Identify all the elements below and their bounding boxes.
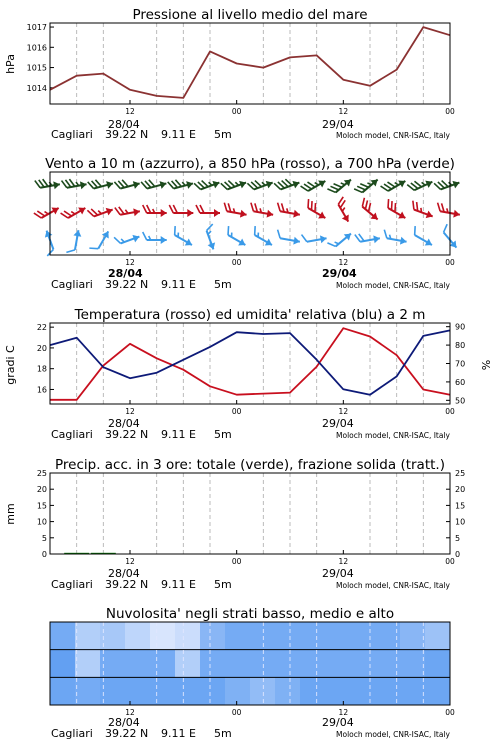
barb-feather xyxy=(200,205,204,213)
cloud-cell xyxy=(275,677,300,705)
location-lat: 39.22 N xyxy=(105,128,149,141)
cloud-cell xyxy=(150,650,175,678)
y-tick-label: 1015 xyxy=(26,63,47,73)
barb-head xyxy=(161,209,167,217)
pressure-frame xyxy=(50,23,450,104)
pressure-footer xyxy=(51,118,451,141)
temperature-gridlines xyxy=(77,323,424,404)
wind-barb xyxy=(194,175,221,194)
barb-feather xyxy=(196,205,200,213)
model-credit: Moloch model, CNR-ISAC, Italy xyxy=(336,131,450,140)
wind-barb xyxy=(34,201,61,223)
cloud-cell xyxy=(325,650,350,678)
wind-barb xyxy=(169,205,193,217)
barb-head xyxy=(78,205,87,215)
location-alt: 5m xyxy=(214,428,232,441)
barb-head xyxy=(318,178,327,188)
humidity-y-ticks xyxy=(446,323,465,406)
wind-barb xyxy=(221,175,248,194)
model-credit: Moloch model, CNR-ISAC, Italy xyxy=(336,431,450,440)
x-tick-label: 12 xyxy=(125,708,135,717)
y-tick-label: 18 xyxy=(36,364,47,374)
temperature-ylabel: gradi C xyxy=(4,345,17,385)
y-tick-label: 70 xyxy=(455,359,466,369)
location-lon: 9.11 E xyxy=(161,727,196,740)
y-tick-label: 1014 xyxy=(26,83,47,93)
cloud-cell xyxy=(150,622,175,650)
x-tick-label: 12 xyxy=(338,258,349,267)
barb-head xyxy=(212,179,220,189)
barb-feather xyxy=(327,240,335,249)
x-tick-label: 00 xyxy=(445,107,455,116)
wind-barb xyxy=(409,226,436,248)
cloud-cell xyxy=(125,622,150,650)
barb-feather xyxy=(436,203,441,212)
cloud-cell xyxy=(350,650,375,678)
y-tick-label: 15 xyxy=(36,501,47,511)
y-tick-label: 20 xyxy=(36,343,47,353)
barb-feather xyxy=(143,232,147,240)
temperature-footer xyxy=(51,417,451,441)
precipitation-ylabel: mm xyxy=(4,503,17,525)
barb-feather xyxy=(89,245,98,252)
y-tick-label: 20 xyxy=(455,485,466,495)
wind-barb xyxy=(201,224,220,251)
cloud-cell xyxy=(350,622,375,650)
x-tick-label: 00 xyxy=(231,258,242,267)
wind-barb xyxy=(61,201,88,223)
barb-head xyxy=(208,242,218,250)
x-tick-label: 00 xyxy=(445,557,455,566)
date-label-1: 28/04 xyxy=(108,417,140,430)
date-label-1: 28/04 xyxy=(108,267,143,280)
cloud-cell xyxy=(100,650,125,678)
barb-head xyxy=(187,209,193,217)
pressure-plot xyxy=(50,27,450,98)
cloud-cell xyxy=(100,622,125,650)
cloud-cell xyxy=(75,622,100,650)
location-name: Cagliari xyxy=(51,428,93,441)
barb-feather xyxy=(411,226,418,235)
cloud-cell xyxy=(250,650,275,678)
barb-head xyxy=(51,205,60,215)
location-alt: 5m xyxy=(214,578,232,591)
wind-barb xyxy=(434,175,461,194)
location-name: Cagliari xyxy=(51,578,93,591)
cloud-cell xyxy=(400,650,425,678)
barb-head xyxy=(292,179,300,189)
x-tick-label: 00 xyxy=(445,258,455,267)
cloud-cell xyxy=(425,622,450,650)
y-tick-label: 16 xyxy=(36,385,47,395)
barb-feather xyxy=(250,203,255,212)
barb-head xyxy=(161,236,167,244)
y-tick-label: 0 xyxy=(455,550,461,559)
barb-feather xyxy=(143,205,147,213)
x-tick-label: 12 xyxy=(338,407,349,416)
wind-barb xyxy=(355,230,381,246)
barb-head xyxy=(425,178,434,188)
cloud-cell xyxy=(200,650,225,678)
precipitation-frame xyxy=(50,473,450,554)
barb-feather xyxy=(223,203,228,212)
cloud-footer xyxy=(51,716,451,740)
wind-barb xyxy=(87,202,114,221)
y-tick-label: 10 xyxy=(455,517,466,527)
cloud-cell xyxy=(425,677,450,705)
wind-barb xyxy=(115,203,141,219)
precipitation-gridlines xyxy=(77,473,424,554)
barb-feather xyxy=(66,248,75,253)
cloud-cell xyxy=(425,650,450,678)
barb-head xyxy=(318,212,327,222)
temperature-frame xyxy=(50,323,450,404)
wind-x-ticks xyxy=(125,251,455,267)
precipitation-y-ticks xyxy=(37,469,54,559)
x-tick-label: 00 xyxy=(445,708,455,717)
x-tick-label: 12 xyxy=(338,708,349,717)
cloud-cell xyxy=(175,622,200,650)
location-alt: 5m xyxy=(214,278,232,291)
barb-feather xyxy=(114,236,120,245)
temperature-y-ticks xyxy=(37,323,54,394)
wind-barb xyxy=(88,176,114,194)
temperature-line xyxy=(50,328,450,400)
y-tick-label: 90 xyxy=(455,322,466,332)
x-tick-label: 12 xyxy=(125,258,135,267)
cloud-cell xyxy=(125,677,150,705)
pressure-panel xyxy=(4,7,455,141)
wind-barb xyxy=(66,229,82,255)
y-tick-label: 5 xyxy=(41,533,47,543)
location-lat: 39.22 N xyxy=(105,578,149,591)
barb-head xyxy=(452,179,460,189)
location-lat: 39.22 N xyxy=(105,278,149,291)
y-tick-label: 25 xyxy=(455,469,466,478)
barb-head xyxy=(106,206,114,216)
pressure-title: Pressione al livello medio del mare xyxy=(132,7,368,23)
location-lon: 9.11 E xyxy=(161,278,196,291)
wind-barb xyxy=(114,229,141,248)
barb-feather xyxy=(147,205,151,213)
cloud-cell xyxy=(300,677,325,705)
precipitation-panel xyxy=(4,457,465,591)
cloud-cell xyxy=(250,677,275,705)
wind-barb xyxy=(143,205,167,217)
wind-barb xyxy=(39,229,58,256)
pressure-ylabel: hPa xyxy=(4,54,17,74)
barb-head xyxy=(398,178,407,188)
temperature-panel xyxy=(4,307,493,441)
cloud-cell xyxy=(325,622,350,650)
location-alt: 5m xyxy=(214,128,232,141)
pressure-line xyxy=(50,27,450,98)
barb-feather xyxy=(441,224,450,232)
date-label-2: 29/04 xyxy=(322,716,354,729)
cloud-cell xyxy=(325,677,350,705)
precipitation-title: Precip. acc. in 3 ore: totale (verde), frazione solida (tratt.) xyxy=(55,457,445,473)
cloud-cell xyxy=(250,622,275,650)
wind-barb xyxy=(409,201,436,220)
date-label-2: 29/04 xyxy=(322,267,357,280)
y-tick-label: 20 xyxy=(36,485,47,495)
wind-title: Vento a 10 m (azzurro), a 850 hPa (rosso), a 700 hPa (verde) xyxy=(45,156,455,172)
wind-barb xyxy=(249,203,275,219)
y-tick-label: 60 xyxy=(455,377,466,387)
barb-feather xyxy=(169,205,173,213)
cloud-cell xyxy=(75,677,100,705)
precipitation-footer xyxy=(51,567,451,591)
wind-barb xyxy=(249,226,276,248)
y-tick-label: 22 xyxy=(36,323,47,333)
y-tick-label: 1017 xyxy=(26,23,47,33)
barb-head xyxy=(342,214,352,223)
cloud-cell xyxy=(100,677,125,705)
wind-barb xyxy=(168,176,194,194)
x-tick-label: 12 xyxy=(338,107,349,116)
cloud-cell xyxy=(50,677,75,705)
x-tick-label: 12 xyxy=(125,557,135,566)
cloud-cell xyxy=(175,650,200,678)
x-tick-label: 00 xyxy=(445,407,455,416)
barb-head xyxy=(214,209,220,217)
cloud-cell xyxy=(350,677,375,705)
barb-head xyxy=(132,233,140,243)
x-tick-label: 00 xyxy=(231,407,242,416)
wind-barb xyxy=(274,175,301,194)
cloud-panel xyxy=(50,606,455,740)
cloud-cell xyxy=(225,677,250,705)
wind-barb xyxy=(327,173,353,198)
cloud-cell xyxy=(50,622,75,650)
wind-barb xyxy=(382,230,408,246)
date-label-2: 29/04 xyxy=(322,567,354,580)
x-tick-label: 12 xyxy=(338,557,349,566)
wind-barb xyxy=(301,174,328,196)
cloud-heatmap xyxy=(50,622,450,705)
wind-barb xyxy=(196,205,220,217)
y-tick-label: 1016 xyxy=(26,43,47,53)
date-label-2: 29/04 xyxy=(322,118,354,131)
cloud-title: Nuvolosita' negli strati basso, medio e alto xyxy=(105,606,395,622)
location-lat: 39.22 N xyxy=(105,428,149,441)
pressure-gridlines xyxy=(77,23,424,104)
location-lat: 39.22 N xyxy=(105,727,149,740)
cloud-cell xyxy=(50,650,75,678)
wind-barb xyxy=(89,227,111,254)
y-tick-label: 0 xyxy=(41,550,47,559)
precipitation-y-ticks-right xyxy=(446,469,465,559)
barb-head xyxy=(185,239,194,249)
wind-barb xyxy=(114,176,140,194)
model-credit: Moloch model, CNR-ISAC, Italy xyxy=(336,730,450,739)
wind-barb xyxy=(381,174,408,196)
cloud-cell xyxy=(225,650,250,678)
x-tick-label: 12 xyxy=(125,407,135,416)
barb-feather xyxy=(173,205,177,213)
barb-feather xyxy=(383,230,388,239)
cloud-cell xyxy=(400,622,425,650)
wind-barb xyxy=(247,175,274,194)
cloud-cell xyxy=(225,622,250,650)
humidity-ylabel: % xyxy=(480,359,493,371)
cloud-cell xyxy=(75,650,100,678)
barb-head xyxy=(266,179,274,189)
wind-barb xyxy=(169,226,196,248)
model-credit: Moloch model, CNR-ISAC, Italy xyxy=(336,581,450,590)
location-lon: 9.11 E xyxy=(161,428,196,441)
wind-barbs xyxy=(34,173,463,255)
x-tick-label: 00 xyxy=(231,708,242,717)
location-name: Cagliari xyxy=(51,128,93,141)
wind-barb xyxy=(222,203,248,219)
wind-barb xyxy=(62,176,88,192)
x-tick-label: 12 xyxy=(125,107,135,116)
date-label-1: 28/04 xyxy=(108,716,140,729)
wind-barb xyxy=(383,199,410,221)
barb-head xyxy=(239,179,247,189)
barb-head xyxy=(238,239,247,249)
wind-barb xyxy=(276,203,302,219)
wind-barb xyxy=(302,230,328,246)
barb-feather xyxy=(410,201,416,210)
cloud-cell xyxy=(300,622,325,650)
wind-barb xyxy=(303,199,330,221)
barb-head xyxy=(398,212,407,222)
wind-barb xyxy=(223,226,250,248)
y-tick-label: 50 xyxy=(455,396,466,406)
wind-barb xyxy=(407,175,434,196)
cloud-cell xyxy=(400,677,425,705)
cloud-cell xyxy=(125,650,150,678)
x-tick-label: 00 xyxy=(231,107,242,116)
wind-barb xyxy=(436,203,462,219)
cloud-cell xyxy=(150,677,175,705)
wind-panel xyxy=(34,156,463,291)
cloud-cell xyxy=(275,622,300,650)
barb-feather xyxy=(276,230,281,239)
wind-barb xyxy=(35,176,61,192)
wind-footer xyxy=(51,267,451,291)
temperature-title: Temperatura (rosso) ed umidita' relativa (blu) a 2 m xyxy=(74,307,426,323)
model-credit: Moloch model, CNR-ISAC, Italy xyxy=(336,281,450,290)
barb-head xyxy=(425,239,434,249)
cloud-cell xyxy=(200,622,225,650)
cloud-cell xyxy=(200,677,225,705)
wind-barb xyxy=(327,227,353,252)
temperature-plot xyxy=(50,328,450,400)
cloud-cell xyxy=(275,650,300,678)
location-name: Cagliari xyxy=(51,727,93,740)
wind-barb xyxy=(276,230,302,246)
barb-feather xyxy=(276,203,281,212)
cloud-cell xyxy=(300,650,325,678)
barb-head xyxy=(43,229,53,237)
wind-barb xyxy=(354,173,380,198)
date-label-1: 28/04 xyxy=(108,118,140,131)
y-tick-label: 10 xyxy=(36,517,47,527)
y-tick-label: 15 xyxy=(455,501,466,511)
date-label-1: 28/04 xyxy=(108,567,140,580)
x-tick-label: 00 xyxy=(231,557,242,566)
wind-barb xyxy=(333,197,355,224)
y-tick-label: 80 xyxy=(455,341,466,351)
barb-head xyxy=(426,211,434,221)
location-alt: 5m xyxy=(214,727,232,740)
date-label-2: 29/04 xyxy=(322,417,354,430)
wind-barb xyxy=(143,232,167,244)
wind-barb xyxy=(141,176,167,194)
location-lon: 9.11 E xyxy=(161,578,196,591)
y-tick-label: 5 xyxy=(455,533,461,543)
y-tick-label: 25 xyxy=(36,469,47,478)
humidity-line xyxy=(50,330,450,394)
location-name: Cagliari xyxy=(51,278,93,291)
location-lon: 9.11 E xyxy=(161,128,196,141)
barb-head xyxy=(265,239,274,249)
cloud-cell xyxy=(175,677,200,705)
barb-feather xyxy=(302,234,307,243)
